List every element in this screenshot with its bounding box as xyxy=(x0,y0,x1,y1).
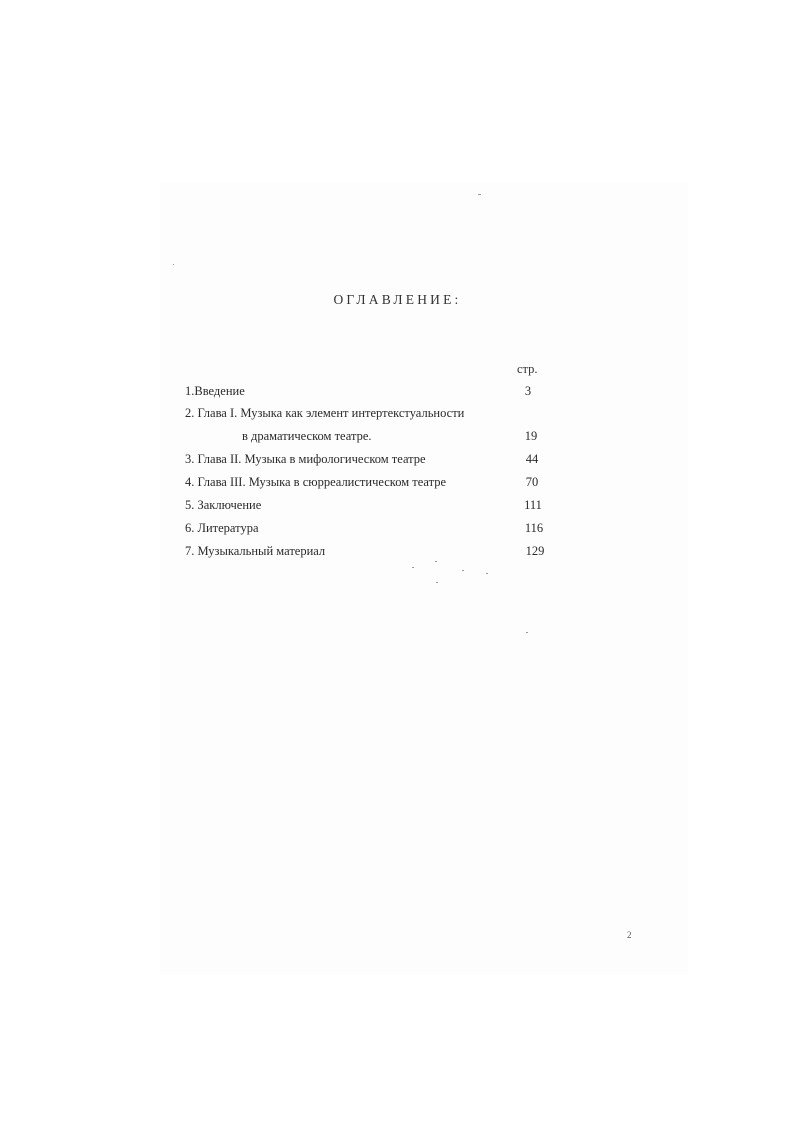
toc-entry xyxy=(185,473,565,491)
scan-speck xyxy=(173,264,174,265)
scan-speck xyxy=(436,582,438,583)
scan-speck xyxy=(526,632,528,633)
toc-entry xyxy=(185,519,565,537)
toc-entry-label: 4. Глава III. Музыка в сюрреалистическом театре xyxy=(185,475,447,489)
toc-entry xyxy=(185,542,565,560)
toc-entry-page: 19 xyxy=(524,429,538,443)
toc-entry-label: 6. Литература xyxy=(185,521,259,535)
toc-entry-page: 3 xyxy=(524,384,532,398)
toc-entry-page: 44 xyxy=(525,452,539,466)
toc-entry-label: 1.Введение xyxy=(185,384,245,398)
toc-entry-page: 70 xyxy=(525,475,539,489)
scan-speck xyxy=(478,194,481,195)
page-footer-mark: 2 xyxy=(627,930,632,940)
toc-entry-page: 111 xyxy=(524,498,542,512)
toc-entry xyxy=(185,404,565,422)
toc-entry-page: 129 xyxy=(525,544,545,558)
toc-entry-label: 5. Заключение xyxy=(185,498,262,512)
toc-entry-page: 116 xyxy=(524,521,544,535)
toc-entry-label: 2. Глава I. Музыка как элемент интертекстуальности xyxy=(185,406,465,420)
toc-entry-label: 3. Глава II. Музыка в мифологическом театре xyxy=(185,452,426,466)
scan-speck xyxy=(486,573,488,574)
toc-entry xyxy=(185,427,565,445)
scan-speck xyxy=(435,561,437,562)
scan-speck xyxy=(412,567,414,568)
toc-entry xyxy=(185,496,565,514)
toc-entry xyxy=(185,450,565,468)
toc-entry xyxy=(185,382,565,400)
toc-entry-label: 7. Музыкальный материал xyxy=(185,544,326,558)
scan-speck xyxy=(462,570,464,571)
page-title: ОГЛАВЛЕНИЕ: xyxy=(333,292,462,307)
page-column-header: стр. xyxy=(517,362,538,376)
toc-entry-label: в драматическом театре. xyxy=(242,429,372,443)
